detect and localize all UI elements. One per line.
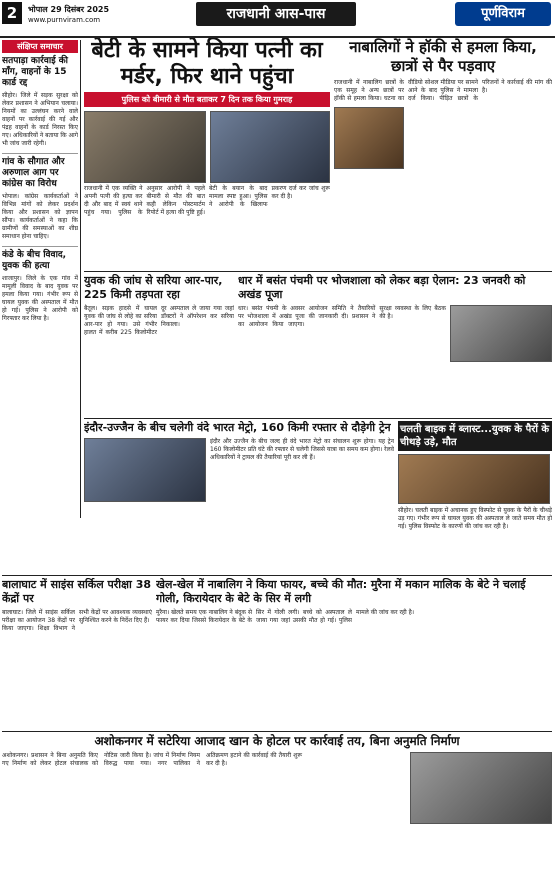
brief3-headline: कंडे के बीच विवाद, युवक की हत्या [2,246,78,272]
train-body: इंदौर और उज्जैन के बीच जल्द ही वंदे भारत मेट्रो का संचालन शुरू होगा। यह ट्रेन 160 किलोमीटर प्रति घंटे की रफ्तार से चलेगी जिससे यात्रा का समय कम होगा। रेलवे अधिकारियों ने ट्रायल की तैयारियां पूरी कर ली हैं। [210,438,394,461]
blast-headline: चलती बाइक में ब्लास्ट...युवक के पैरों के चीथड़े उड़े, मौत [398,421,552,451]
brief3-body: शाजापुर। जिले के एक गांव में मामूली विवाद के बाद युवक पर हमला किया गया। गंभीर रूप से घायल युवक की अस्पताल में मौत हो गई। पुलिस ने आरोपी को गिरफ्तार कर लिया है। [2,275,78,322]
horizontal-divider [2,731,552,732]
lead-photo [84,111,206,183]
horizontal-divider [84,418,552,419]
masthead [0,0,555,38]
bhojshala-headline: धार में बसंत पंचमी पर भोजशाला को लेकर बड़ा ऐलान: 23 जनवरी को अखंड पूजा [238,274,526,301]
rod-story [84,274,234,414]
lead-headline: बेटी के सामने किया पत्नी का मर्डर, फिर थाने पहुंचा [91,38,323,89]
hockey-body: राजधानी में नाबालिग छात्रों के एक समूह ने अन्य छात्रों पर हॉकी से हमला किया। घटना का वीडियो सोशल मीडिया पर सामने आने के बाद पुलिस ने मामला दर्ज किया। पीड़ित छात्रों के परिजनों ने कार्रवाई की मांग की है। [334,79,552,102]
shooting-story [156,578,552,728]
hockey-photo [334,107,404,169]
shooting-body: मुरैना। खेलते समय एक नाबालिग ने बंदूक से फायर कर दिया जिससे किरायेदार के बेटे के सिर में गोली लगी। बच्चे को अस्पताल ले जाया गया जहां उसकी मौत हो गई। पुलिस मामले की जांच कर रही है। [156,609,415,624]
brief2-body: भोपाल। कांग्रेस कार्यकर्ताओं ने विभिन्न मांगों को लेकर प्रदर्शन किया और प्रशासन को ज्ञापन सौंपा। कार्यकर्ताओं ने कहा कि ग्रामीणों की समस्याओं का शीघ्र समाधान होना चाहिए। [2,193,78,240]
right-top-story [334,38,552,268]
page-number: 2 [2,2,22,24]
bhojshala-body: धार। बसंत पंचमी के अवसर पर भोजशाला में अखंड पूजा का आयोजन किया जाएगा। आयोजन समिति ने तैयारियों की जानकारी दी। प्रशासन ने सुरक्षा व्यवस्था के लिए बैठक की है। [238,305,446,328]
blast-body: सीहोर। चलती बाइक में अचानक हुए विस्फोट से युवक के पैरों के चीथड़े उड़ गए। गंभीर रूप से घायल युवक की अस्पताल ले जाते समय मौत हो गई। पुलिस विस्फोट के कारणों की जांच कर रही है। [398,507,552,530]
brief1-headline: सतपाड़ा कार्रवाई की माँग, वाहनों के 15 कार्ड रद्द [2,56,68,88]
website-url: www.purnviram.com [28,16,101,24]
lead-photo-2 [210,111,330,183]
brief2-headline: गांव के सौगात और अरुणाल आग पर कांग्रेस का विरोध [2,153,78,190]
brief-news-label: संक्षिप्त समाचार [2,40,78,53]
train-photo [84,438,206,502]
exam-body: बालाघाट। जिले में साइंस सर्किल परीक्षा का आयोजन 38 केंद्रों पर किया जाएगा। शिक्षा विभाग ने सभी केंद्रों पर आवश्यक व्यवस्थाएं सुनिश्चित करने के निर्देश दिए हैं। [2,609,152,632]
hotel-body: अशोकनगर। प्रशासन ने बिना अनुमति किए गए निर्माण को लेकर होटल संचालक को नोटिस जारी किया है। जांच में निर्माण नियम विरुद्ध पाया गया। नगर पालिका ने अतिक्रमण हटाने की कार्रवाई की तैयारी शुरू कर दी है। [2,752,302,767]
train-headline: इंदौर-उज्जैन के बीच चलेगी वंदे भारत मेट्रो, 160 किमी रफ्तार से दौड़ेगी ट्रेन [84,421,391,434]
horizontal-divider [84,271,552,272]
lead-body: राजधानी में एक व्यक्ति ने अपनी पत्नी की हत्या कर दी और बाद में स्वयं थाने पहुंच गया। पुलिस के अनुसार आरोपी ने पहले बीमारी से मौत की बात कही लेकिन पोस्टमार्टम रिपोर्ट में हत्या की पुष्टि हुई। बेटी के बयान के बाद मामला स्पष्ट हुआ। पुलिस ने आरोपी के खिलाफ प्रकरण दर्ज कर जांच शुरू कर दी है। [84,185,330,216]
rod-body: बैतूल। सड़क हादसे में घायल युवक की जांघ से लोहे का सरिया आर-पार हो गया। उसे गंभीर हालत में करीब 225 किलोमीटर दूर अस्पताल ले जाया गया जहां डॉक्टरों ने ऑपरेशन कर सरिया निकाला। [84,305,234,336]
section-title: राजधानी आस-पास [196,2,356,26]
horizontal-divider [2,575,552,576]
hockey-headline: नाबालिगों ने हॉकी से हमला किया, छात्रों से पैर पड़वाए [349,38,537,75]
lead-story [84,38,330,268]
date-line: भोपाल 29 दिसंबर 2025 [28,5,110,14]
exam-headline: बालाघाट में साइंस सर्किल परीक्षा 38 केंद्रों पर [2,578,152,605]
blast-story [398,421,552,571]
column-divider [80,40,81,518]
exam-story [2,578,152,728]
hotel-photo [410,752,552,824]
bhojshala-photo [450,305,552,362]
left-column [2,40,78,518]
hotel-headline: अशोकनगर में सटेरिया आजाद खान के होटल पर कार्रवाई तय, बिना अनुमति निर्माण [94,734,460,748]
shooting-headline: खेल-खेल में नाबालिग ने किया फायर, बच्चे की मौत: मुरैना में मकान मालिक के बेटे ने चलाई गोली, किरायेदार के बेटे के सिर में लगी [156,578,526,605]
hotel-story [2,734,552,880]
brief1-body: सीहोर। जिले में सड़क सुरक्षा को लेकर प्रशासन ने अभियान चलाया। नियमों का उल्लंघन करने वाले वाहनों पर कार्रवाई की गई और पंद्रह वाहनों के कार्ड निरस्त किए गए। अधिकारियों ने बताया कि आगे भी जांच जारी रहेगी। [2,92,78,147]
lead-strap: पुलिस को बीमारी से मौत बताकर 7 दिन तक किया गुमराह [84,92,330,107]
bhojshala-story [238,274,552,414]
train-story [84,421,394,571]
blast-photo [398,454,550,504]
rod-headline: युवक की जांघ से सरिया आर-पार, 225 किमी तड़पता रहा [84,274,223,301]
newspaper-logo: पूर्णविराम [455,2,551,26]
